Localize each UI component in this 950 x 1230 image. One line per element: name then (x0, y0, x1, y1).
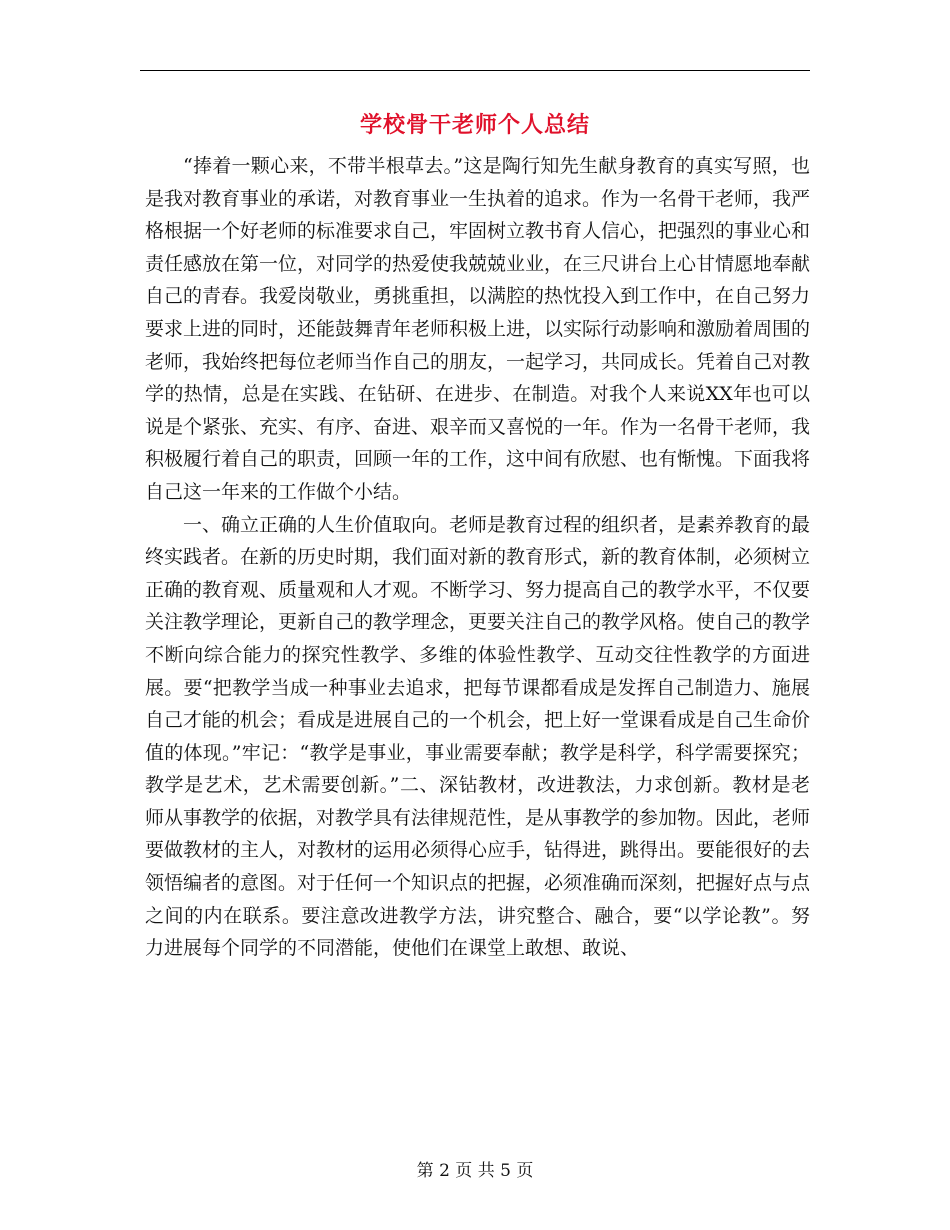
page-number-footer: 第 2 页 共 5 页 (416, 1161, 534, 1181)
header-rule (140, 70, 810, 71)
body-paragraph: “捧着一颗心来，不带半根草去。”这是陶行知先生献身教育的真实写照，也是我对教育事业的承诺，对教育事业一生执着的追求。作为一名骨干老师，我严格根据一个好老师的标准要求自己，牢固树立教书育人信心，把强烈的事业心和责任感放在第一位，对同学的热爱使我兢兢业业，在三尺讲台上心甘情愿地奉献自己的青春。我爱岗敬业，勇挑重担，以满腔的热忱投入到工作中，在自己努力要求上进的同时，还能鼓舞青年老师积极上进，以实际行动影响和激励着周围的老师，我始终把每位老师当作自己的朋友，一起学习，共同成长。凭着自己对教学的热情，总是在实践、在钻研、在进步、在制造。对我个人来说XX年也可以说是个紧张、充实、有序、奋进、艰辛而又喜悦的一年。作为一名骨干老师，我积极履行着自己的职责，回顾一年的工作，这中间有欣慰、也有惭愧。下面我将自己这一年来的工作做个小结。 (145, 155, 811, 503)
body-paragraph: 一、确立正确的人生价值取向。老师是教育过程的组织者，是素养教育的最终实践者。在新的历史时期，我们面对新的教育形式，新的教育体制，必须树立正确的教育观、质量观和人才观。不断学习、努力提高自己的教学水平，不仅要关注教学理论，更新自己的教学理念，更要关注自己的教学风格。使自己的教学不断向综合能力的探究性教学、多维的体验性教学、互动交往性教学的方面进展。要“把教学当成一种事业去追求，把每节课都看成是发挥自己制造力、施展自己才能的机会；看成是进展自己的一个机会，把上好一堂课看成是自己生命价值的体现。”牢记：“教学是事业，事业需要奉献；教学是科学，科学需要探究；教学是艺术，艺术需要创新。”二、深钻教材，改进教法，力求创新。教材是老师从事教学的依据，对教学具有法律规范性，是从事教学的参加物。因此，老师要做教材的主人，对教材的运用必须得心应手，钻得进，跳得出。要能很好的去领悟编者的意图。对于任何一个知识点的把握，必须准确而深刻，把握好点与点之间的内在联系。要注意改进教学方法，讲究整合、融合，要“以学论教”。努力进展每个同学的不同潜能，使他们在课堂上敢想、敢说、 (145, 513, 811, 960)
document-body (145, 150, 810, 965)
document-title: 学校骨干老师个人总结 (359, 112, 590, 138)
